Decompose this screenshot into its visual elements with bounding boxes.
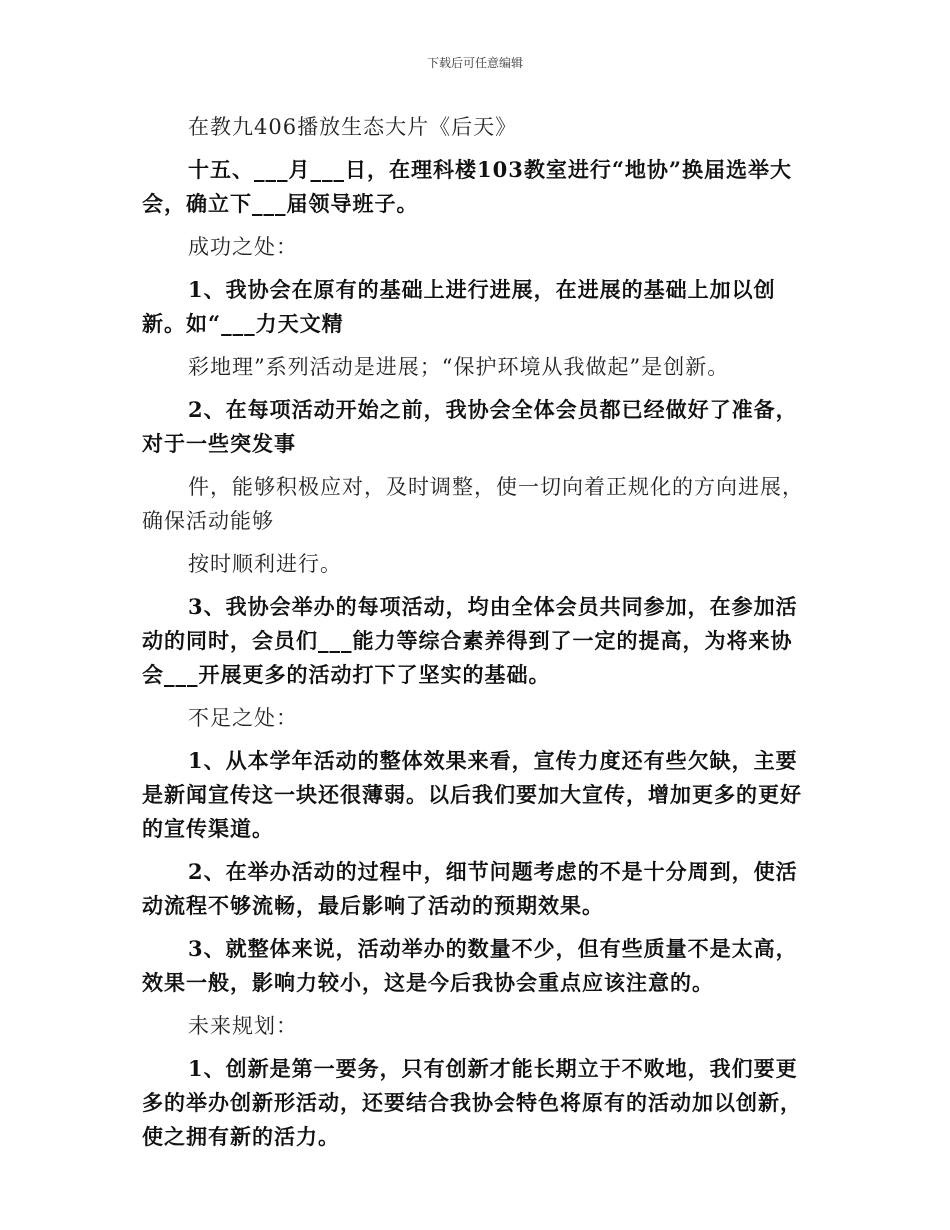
heading-shortcomings: 不足之处： xyxy=(188,706,298,730)
paragraph-success-2b: 件，能够积极应对，及时调整，使一切向着正规化的方向进展，确保活动能够 xyxy=(142,475,804,533)
heading-successes: 成功之处： xyxy=(188,235,298,259)
paragraph-shortcoming-1: 1、从本学年活动的整体效果来看，宣传力度还有些欠缺，主要是新闻宣传这一块还很薄弱。以后我们要加大宣传，增加更多的更好的宣传渠道。 xyxy=(142,748,802,841)
paragraph-shortcoming-3: 3、就整体来说，活动举办的数量不少，但有些质量不是太高，效果一般，影响力较小，这是今后我协会重点应该注意的。 xyxy=(142,936,798,995)
page-header: 下载后可任意编辑 xyxy=(426,56,523,70)
paragraph-future-1: 1、创新是第一要务，只有创新才能长期立于不败地，我们要更多的举办创新形活动，还要结合我协会特色将原有的活动加以创新，使之拥有新的活力。 xyxy=(142,1056,802,1149)
paragraph-election: 十五、___月___日，在理科楼103教室进行“地协”换届选举大会，确立下___届领导班子。 xyxy=(142,157,792,216)
paragraph-success-1b: 彩地理”系列活动是进展；“保护环境从我做起”是创新。 xyxy=(188,355,730,379)
paragraph-success-3: 3、我协会举办的每项活动，均由全体会员共同参加，在参加活动的同时，会员们___能力等综合素养得到了一定的提高，为将来协会___开展更多的活动打下了坚实的基础。 xyxy=(142,594,798,687)
paragraph-success-2c: 按时顺利进行。 xyxy=(188,552,342,576)
heading-future-plans: 未来规划： xyxy=(188,1014,298,1038)
paragraph-success-2a: 2、在每项活动开始之前，我协会全体会员都已经做好了准备，对于一些突发事 xyxy=(142,397,798,456)
document-body xyxy=(142,110,812,1154)
paragraph-success-1a: 1、我协会在原有的基础上进行进展，在进展的基础上加以创新。如“___力天文精 xyxy=(142,277,776,336)
paragraph-shortcoming-2: 2、在举办活动的过程中，细节问题考虑的不是十分周到，使活动流程不够流畅，最后影响了活动的预期效果。 xyxy=(142,859,798,918)
paragraph-event-film: 在教九406播放生态大片《后天》 xyxy=(188,115,518,139)
